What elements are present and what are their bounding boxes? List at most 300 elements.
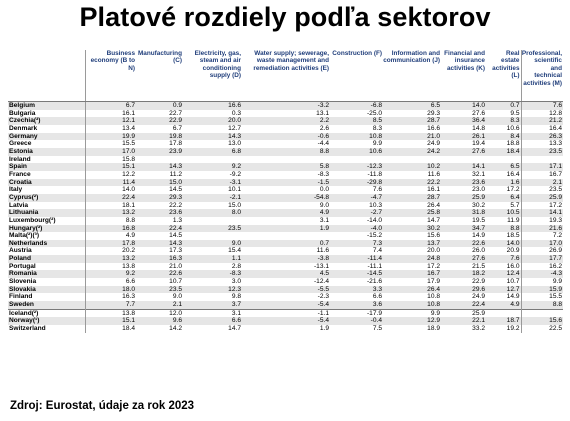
value-cell: 16.6 bbox=[383, 125, 441, 133]
value-cell: 17.2 bbox=[521, 202, 563, 210]
value-cell: 36.4 bbox=[441, 117, 486, 125]
value-cell: -5.5 bbox=[242, 286, 330, 294]
value-cell: 19.5 bbox=[441, 217, 486, 225]
value-cell: 10.8 bbox=[383, 301, 441, 309]
value-cell: -12.4 bbox=[242, 278, 330, 286]
value-cell: 10.7 bbox=[136, 278, 183, 286]
value-cell: 16.2 bbox=[521, 263, 563, 271]
table-row bbox=[8, 232, 563, 240]
value-cell: 13.8 bbox=[85, 263, 136, 271]
value-cell: 1.9 bbox=[242, 225, 330, 233]
value-cell: 23.5 bbox=[183, 225, 242, 233]
table-row bbox=[8, 325, 563, 333]
value-cell: 14.0 bbox=[486, 240, 521, 248]
value-cell: -0.4 bbox=[330, 317, 383, 325]
value-cell: 16.7 bbox=[383, 270, 441, 278]
table-row bbox=[8, 255, 563, 263]
value-cell: 14.1 bbox=[521, 209, 563, 217]
value-cell: 18.4 bbox=[486, 148, 521, 156]
value-cell: -4.3 bbox=[521, 270, 563, 278]
value-cell: 22.2 bbox=[136, 202, 183, 210]
country-cell: Luxembourg(²) bbox=[8, 217, 85, 225]
value-cell: 26.4 bbox=[383, 202, 441, 210]
value-cell: -5.4 bbox=[242, 317, 330, 325]
table-row bbox=[8, 110, 563, 118]
value-cell: 23.5 bbox=[136, 286, 183, 294]
value-cell: 7.6 bbox=[521, 102, 563, 110]
value-cell: 15.6 bbox=[521, 317, 563, 325]
value-cell: 15.5 bbox=[85, 140, 136, 148]
value-cell bbox=[521, 309, 563, 317]
value-cell: 18.9 bbox=[383, 325, 441, 333]
value-cell: 23.5 bbox=[521, 148, 563, 156]
country-cell: Romania bbox=[8, 270, 85, 278]
value-cell: -11.4 bbox=[330, 255, 383, 263]
value-cell: 9.0 bbox=[242, 202, 330, 210]
value-cell: 29.6 bbox=[441, 286, 486, 294]
value-cell: 14.0 bbox=[441, 102, 486, 110]
value-cell: 15.0 bbox=[136, 179, 183, 187]
value-cell: 17.2 bbox=[383, 263, 441, 271]
value-cell: 15.0 bbox=[183, 202, 242, 210]
value-cell: 10.6 bbox=[330, 148, 383, 156]
table-row bbox=[8, 217, 563, 225]
column-header: Electricity, gas, steam and air conditioning supply (D) bbox=[183, 50, 242, 102]
value-cell: 11.2 bbox=[136, 171, 183, 179]
header-country bbox=[8, 50, 85, 102]
value-cell: 17.2 bbox=[486, 186, 521, 194]
value-cell: 5.8 bbox=[242, 163, 330, 171]
value-cell: 8.8 bbox=[486, 225, 521, 233]
country-cell: Malta(²)(³) bbox=[8, 232, 85, 240]
value-cell: 11.9 bbox=[486, 217, 521, 225]
value-cell: 28.7 bbox=[383, 194, 441, 202]
value-cell: -4.4 bbox=[242, 140, 330, 148]
value-cell: -6.8 bbox=[330, 102, 383, 110]
country-cell: Netherlands bbox=[8, 240, 85, 248]
country-cell: Germany bbox=[8, 133, 85, 141]
value-cell: 14.1 bbox=[441, 163, 486, 171]
value-cell: 1.6 bbox=[486, 179, 521, 187]
value-cell: 32.1 bbox=[441, 171, 486, 179]
value-cell: 10.1 bbox=[183, 186, 242, 194]
value-cell: 13.3 bbox=[521, 140, 563, 148]
value-cell: 3.0 bbox=[183, 278, 242, 286]
value-cell: 17.8 bbox=[136, 140, 183, 148]
value-cell: 0.3 bbox=[183, 110, 242, 118]
value-cell: 17.7 bbox=[521, 255, 563, 263]
value-cell: 5.7 bbox=[486, 202, 521, 210]
value-cell: 6.7 bbox=[85, 102, 136, 110]
value-cell: 22.9 bbox=[441, 278, 486, 286]
value-cell: -3.1 bbox=[183, 179, 242, 187]
value-cell: -2.1 bbox=[183, 194, 242, 202]
value-cell: 24.9 bbox=[441, 293, 486, 301]
value-cell: 9.0 bbox=[183, 240, 242, 248]
value-cell: 10.7 bbox=[486, 278, 521, 286]
value-cell: 20.9 bbox=[486, 247, 521, 255]
value-cell: -13.1 bbox=[242, 263, 330, 271]
country-cell: Croatia bbox=[8, 179, 85, 187]
value-cell: 9.2 bbox=[85, 270, 136, 278]
table-row bbox=[8, 140, 563, 148]
value-cell: 14.9 bbox=[486, 293, 521, 301]
table-row bbox=[8, 186, 563, 194]
value-cell: 12.1 bbox=[85, 117, 136, 125]
value-cell: 16.8 bbox=[85, 225, 136, 233]
value-cell: 8.3 bbox=[330, 125, 383, 133]
value-cell: 0.9 bbox=[136, 102, 183, 110]
value-cell: 28.7 bbox=[383, 117, 441, 125]
value-cell: 21.0 bbox=[383, 133, 441, 141]
value-cell: 8.0 bbox=[183, 209, 242, 217]
value-cell bbox=[183, 217, 242, 225]
table-row bbox=[8, 133, 563, 141]
value-cell: 14.3 bbox=[136, 240, 183, 248]
country-cell: Greece bbox=[8, 140, 85, 148]
value-cell: 34.7 bbox=[441, 225, 486, 233]
value-cell: 10.5 bbox=[486, 209, 521, 217]
value-cell: 19.3 bbox=[521, 217, 563, 225]
value-cell: 6.5 bbox=[383, 102, 441, 110]
table-row bbox=[8, 179, 563, 187]
value-cell: 8.5 bbox=[330, 117, 383, 125]
value-cell: 13.0 bbox=[183, 140, 242, 148]
value-cell: 19.9 bbox=[85, 133, 136, 141]
value-cell bbox=[136, 156, 183, 164]
value-cell: 18.1 bbox=[85, 202, 136, 210]
value-cell: 21.6 bbox=[521, 225, 563, 233]
value-cell: 16.3 bbox=[136, 255, 183, 263]
value-cell: 27.6 bbox=[441, 255, 486, 263]
value-cell: 25.8 bbox=[383, 209, 441, 217]
value-cell: -17.9 bbox=[330, 309, 383, 317]
value-cell: 14.3 bbox=[183, 133, 242, 141]
value-cell: 25.9 bbox=[441, 309, 486, 317]
value-cell bbox=[183, 232, 242, 240]
value-cell bbox=[486, 156, 521, 164]
table-row bbox=[8, 125, 563, 133]
value-cell: 6.6 bbox=[85, 278, 136, 286]
value-cell: 10.6 bbox=[486, 125, 521, 133]
value-cell: 14.5 bbox=[136, 186, 183, 194]
value-cell: 18.5 bbox=[486, 232, 521, 240]
value-cell: 8.8 bbox=[242, 148, 330, 156]
value-cell: 24.2 bbox=[383, 148, 441, 156]
value-cell: -14.5 bbox=[330, 270, 383, 278]
table-row bbox=[8, 225, 563, 233]
value-cell: 10.8 bbox=[330, 133, 383, 141]
value-cell: 17.1 bbox=[521, 163, 563, 171]
value-cell: 15.1 bbox=[85, 317, 136, 325]
country-cell: Sweden bbox=[8, 301, 85, 309]
table-row bbox=[8, 209, 563, 217]
table-body bbox=[8, 102, 563, 333]
value-cell: 25.9 bbox=[521, 194, 563, 202]
value-cell: 17.9 bbox=[383, 278, 441, 286]
value-cell: 14.7 bbox=[383, 217, 441, 225]
value-cell: 7.7 bbox=[85, 301, 136, 309]
value-cell: 18.4 bbox=[85, 325, 136, 333]
column-header: Business economy (B to N) bbox=[85, 50, 136, 102]
value-cell: 9.6 bbox=[136, 317, 183, 325]
value-cell: 6.7 bbox=[136, 125, 183, 133]
value-cell bbox=[441, 156, 486, 164]
value-cell: 7.6 bbox=[330, 186, 383, 194]
value-cell: 27.6 bbox=[441, 110, 486, 118]
value-cell: 16.4 bbox=[521, 125, 563, 133]
table-row bbox=[8, 278, 563, 286]
value-cell: 3.7 bbox=[183, 301, 242, 309]
value-cell: 19.8 bbox=[136, 133, 183, 141]
value-cell: 16.7 bbox=[521, 171, 563, 179]
value-cell: 6.4 bbox=[486, 194, 521, 202]
value-cell: 22.5 bbox=[521, 325, 563, 333]
page-title: Platové rozdiely podľa sektorov bbox=[79, 2, 491, 32]
table-row bbox=[8, 102, 563, 110]
value-cell: -8.3 bbox=[183, 270, 242, 278]
value-cell: -54.8 bbox=[242, 194, 330, 202]
value-cell: 13.2 bbox=[85, 209, 136, 217]
value-cell: 15.1 bbox=[85, 163, 136, 171]
value-cell: 10.8 bbox=[383, 293, 441, 301]
value-cell: -25.0 bbox=[330, 110, 383, 118]
value-cell bbox=[383, 156, 441, 164]
value-cell: 18.2 bbox=[441, 270, 486, 278]
value-cell: 3.3 bbox=[330, 286, 383, 294]
value-cell: 2.8 bbox=[183, 263, 242, 271]
value-cell: 13.1 bbox=[242, 110, 330, 118]
value-cell: 8.8 bbox=[85, 217, 136, 225]
value-cell bbox=[183, 156, 242, 164]
value-cell: 3.1 bbox=[183, 309, 242, 317]
value-cell: 19.4 bbox=[441, 140, 486, 148]
value-cell: 25.9 bbox=[441, 194, 486, 202]
value-cell: -0.6 bbox=[242, 133, 330, 141]
value-cell: 7.6 bbox=[486, 255, 521, 263]
country-cell: Slovenia bbox=[8, 278, 85, 286]
value-cell: 16.4 bbox=[486, 171, 521, 179]
country-cell: Belgium bbox=[8, 102, 85, 110]
value-cell: 1.9 bbox=[242, 325, 330, 333]
country-cell: Austria bbox=[8, 247, 85, 255]
value-cell: 17.0 bbox=[85, 148, 136, 156]
table-row bbox=[8, 171, 563, 179]
country-cell: Estonia bbox=[8, 148, 85, 156]
value-cell: -1.5 bbox=[242, 179, 330, 187]
table-row bbox=[8, 286, 563, 294]
country-cell: Iceland(²) bbox=[8, 309, 85, 317]
country-cell: Latvia bbox=[8, 202, 85, 210]
value-cell: -5.4 bbox=[242, 301, 330, 309]
table-row bbox=[8, 270, 563, 278]
value-cell: 23.9 bbox=[136, 148, 183, 156]
value-cell: 23.6 bbox=[441, 179, 486, 187]
value-cell: 15.5 bbox=[521, 293, 563, 301]
column-header: Professional, scientific and technical activities (M) bbox=[521, 50, 563, 102]
value-cell: 4.5 bbox=[242, 270, 330, 278]
country-cell: Denmark bbox=[8, 125, 85, 133]
value-cell: 2.2 bbox=[242, 117, 330, 125]
value-cell: 26.1 bbox=[441, 133, 486, 141]
value-cell: 7.5 bbox=[330, 325, 383, 333]
value-cell: 12.3 bbox=[183, 286, 242, 294]
value-cell: 12.8 bbox=[521, 110, 563, 118]
value-cell bbox=[330, 156, 383, 164]
value-cell: 7.4 bbox=[330, 247, 383, 255]
value-cell: 13.7 bbox=[383, 240, 441, 248]
value-cell: 30.2 bbox=[383, 225, 441, 233]
value-cell: 12.7 bbox=[486, 286, 521, 294]
value-cell: 1.3 bbox=[136, 217, 183, 225]
table-row bbox=[8, 156, 563, 164]
table-row bbox=[8, 247, 563, 255]
table-header-row bbox=[8, 50, 563, 102]
value-cell: 12.7 bbox=[183, 125, 242, 133]
value-cell: 9.8 bbox=[183, 293, 242, 301]
value-cell: 20.0 bbox=[183, 117, 242, 125]
value-cell: 29.3 bbox=[136, 194, 183, 202]
value-cell: 29.3 bbox=[383, 110, 441, 118]
value-cell: 6.6 bbox=[330, 293, 383, 301]
value-cell: 2.6 bbox=[242, 125, 330, 133]
country-cell: Slovakia bbox=[8, 286, 85, 294]
value-cell: 9.0 bbox=[136, 293, 183, 301]
value-cell bbox=[242, 232, 330, 240]
value-cell: 7.3 bbox=[330, 240, 383, 248]
value-cell: 4.9 bbox=[85, 232, 136, 240]
value-cell: 14.3 bbox=[136, 163, 183, 171]
value-cell: 12.0 bbox=[136, 309, 183, 317]
value-cell: 8.3 bbox=[486, 117, 521, 125]
source-note: Zdroj: Eurostat, údaje za rok 2023 bbox=[10, 400, 195, 412]
value-cell: 33.2 bbox=[441, 325, 486, 333]
value-cell: 13.8 bbox=[85, 309, 136, 317]
value-cell: 22.1 bbox=[441, 317, 486, 325]
country-cell: Portugal bbox=[8, 263, 85, 271]
country-cell: Lithuania bbox=[8, 209, 85, 217]
value-cell: -3.2 bbox=[242, 102, 330, 110]
value-cell: -11.1 bbox=[330, 263, 383, 271]
value-cell: 15.6 bbox=[383, 232, 441, 240]
value-cell: 16.6 bbox=[183, 102, 242, 110]
value-cell: 9.9 bbox=[521, 278, 563, 286]
value-cell bbox=[521, 156, 563, 164]
value-cell: 4.9 bbox=[486, 301, 521, 309]
value-cell: 6.5 bbox=[486, 163, 521, 171]
value-cell: 15.4 bbox=[183, 247, 242, 255]
country-cell: France bbox=[8, 171, 85, 179]
value-cell bbox=[486, 309, 521, 317]
value-cell: 12.9 bbox=[383, 317, 441, 325]
table-row bbox=[8, 240, 563, 248]
value-cell: 0.0 bbox=[242, 186, 330, 194]
value-cell: 12.4 bbox=[486, 270, 521, 278]
value-cell: 13.4 bbox=[85, 125, 136, 133]
value-cell: -12.3 bbox=[330, 163, 383, 171]
value-cell: 26.9 bbox=[521, 247, 563, 255]
value-cell: 26.4 bbox=[383, 286, 441, 294]
value-cell: 23.0 bbox=[441, 186, 486, 194]
column-header: Water supply; sewerage, waste management and remediation activities (E) bbox=[242, 50, 330, 102]
value-cell: 18.0 bbox=[85, 286, 136, 294]
value-cell: 18.8 bbox=[486, 140, 521, 148]
value-cell: 2.1 bbox=[136, 301, 183, 309]
value-cell: 22.2 bbox=[383, 179, 441, 187]
value-cell: 15.9 bbox=[521, 286, 563, 294]
value-cell: 10.2 bbox=[383, 163, 441, 171]
value-cell: 9.5 bbox=[486, 110, 521, 118]
value-cell: 14.9 bbox=[441, 232, 486, 240]
country-cell: Czechia(²) bbox=[8, 117, 85, 125]
value-cell: 1.1 bbox=[183, 255, 242, 263]
value-cell: 26.3 bbox=[521, 133, 563, 141]
value-cell: 21.5 bbox=[441, 263, 486, 271]
value-cell: 15.8 bbox=[85, 156, 136, 164]
value-cell: 17.8 bbox=[85, 240, 136, 248]
value-cell: 30.2 bbox=[441, 202, 486, 210]
value-cell: -21.6 bbox=[330, 278, 383, 286]
value-cell: 14.2 bbox=[136, 325, 183, 333]
value-cell: 8.4 bbox=[486, 133, 521, 141]
value-cell: -4.7 bbox=[330, 194, 383, 202]
value-cell: 3.1 bbox=[242, 217, 330, 225]
country-cell: Switzerland bbox=[8, 325, 85, 333]
value-cell: 18.7 bbox=[486, 317, 521, 325]
value-cell: 22.7 bbox=[136, 110, 183, 118]
value-cell: 23.5 bbox=[521, 186, 563, 194]
value-cell: -15.2 bbox=[330, 232, 383, 240]
value-cell: 16.1 bbox=[383, 186, 441, 194]
value-cell: 16.1 bbox=[85, 110, 136, 118]
value-cell: 20.0 bbox=[383, 247, 441, 255]
value-cell: 13.2 bbox=[85, 255, 136, 263]
data-table bbox=[8, 50, 563, 333]
country-cell: Poland bbox=[8, 255, 85, 263]
value-cell: 16.3 bbox=[85, 293, 136, 301]
value-cell: 17.3 bbox=[136, 247, 183, 255]
value-cell: 14.0 bbox=[85, 186, 136, 194]
country-cell: Cyprus(²) bbox=[8, 194, 85, 202]
table-row bbox=[8, 317, 563, 325]
value-cell: 17.0 bbox=[521, 240, 563, 248]
value-cell: 3.6 bbox=[330, 301, 383, 309]
column-header: Real estate activities (L) bbox=[486, 50, 521, 102]
value-cell: -8.3 bbox=[242, 171, 330, 179]
country-cell: Finland bbox=[8, 293, 85, 301]
table-row bbox=[8, 293, 563, 301]
value-cell: 9.2 bbox=[183, 163, 242, 171]
value-cell: 22.4 bbox=[85, 194, 136, 202]
column-header: Financial and insurance activities (K) bbox=[441, 50, 486, 102]
table-row bbox=[8, 163, 563, 171]
value-cell: 22.4 bbox=[441, 301, 486, 309]
value-cell: 0.7 bbox=[242, 240, 330, 248]
value-cell: 20.2 bbox=[85, 247, 136, 255]
value-cell: -2.7 bbox=[330, 209, 383, 217]
table-row bbox=[8, 202, 563, 210]
value-cell: 11.6 bbox=[242, 247, 330, 255]
value-cell: -9.2 bbox=[183, 171, 242, 179]
table-row bbox=[8, 301, 563, 309]
value-cell: 23.6 bbox=[136, 209, 183, 217]
value-cell: 6.8 bbox=[183, 148, 242, 156]
value-cell: 14.7 bbox=[183, 325, 242, 333]
country-cell: Ireland bbox=[8, 156, 85, 164]
column-header: Information and communication (J) bbox=[383, 50, 441, 102]
value-cell: 22.6 bbox=[441, 240, 486, 248]
value-cell: 24.9 bbox=[383, 140, 441, 148]
